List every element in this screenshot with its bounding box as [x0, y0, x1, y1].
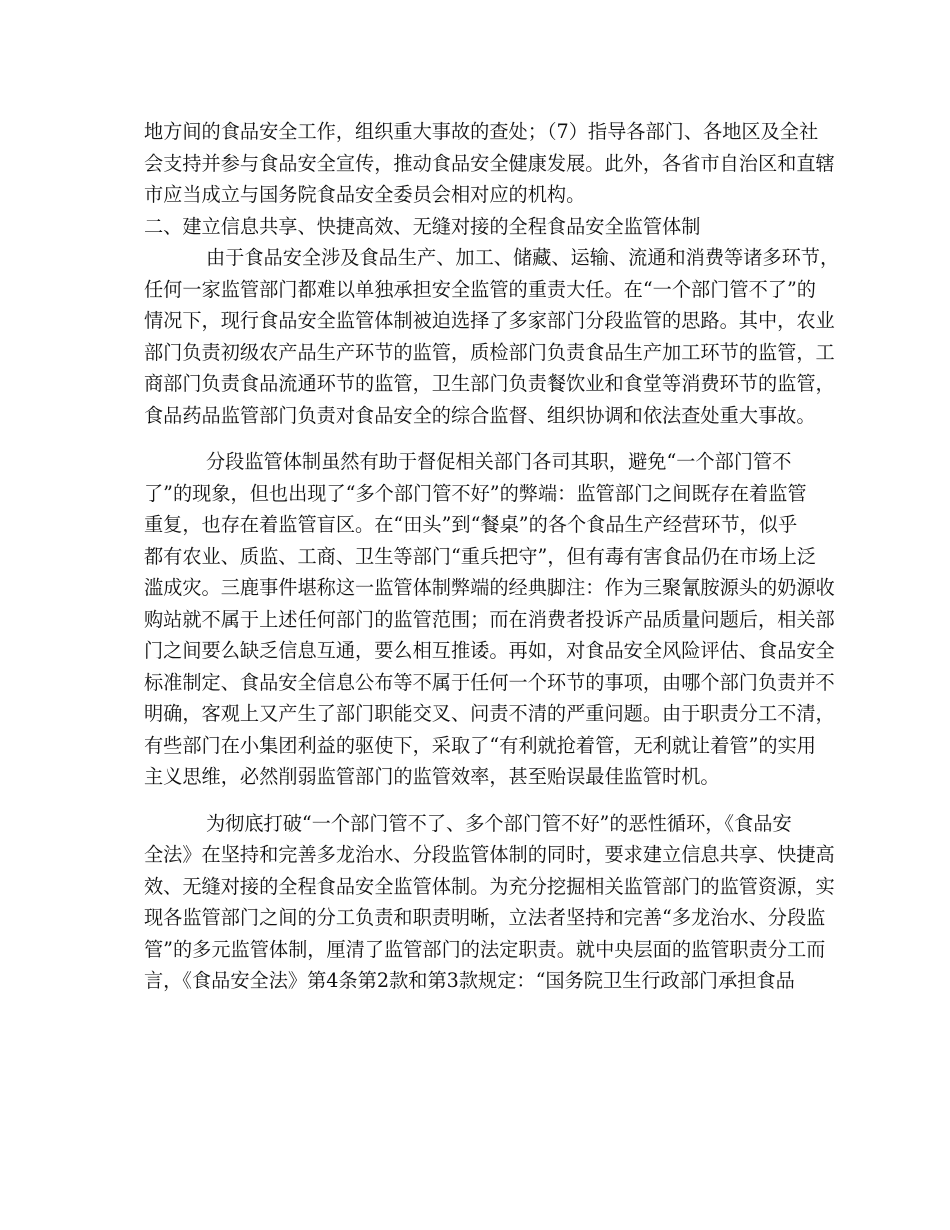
text-line: 情况下，现行食品安全监管体制被迫选择了多家部门分段监管的思路。其中，农业 — [144, 309, 835, 332]
text-line: 重复，也存在着监管盲区。在“田头”到“餐桌”的各个食品生产经营环节，似乎 — [144, 513, 798, 536]
text-line: 了”的现象，但也出现了“多个部门管不好”的弊端：监管部门之间既存在着监管 — [144, 481, 807, 505]
text-line: 有些部门在小集团利益的驱使下，采取了“有利就抢着管，无利就让着管”的实用 — [144, 733, 816, 757]
text-line: 滥成灾。三鹿事件堪称这一监管体制弊端的经典脚注：作为三聚氰胺源头的奶源收 — [144, 576, 835, 599]
paragraph-continuation — [144, 116, 835, 211]
text-line: 全法》在坚持和完善多龙治水、分段监管体制的同时，要求建立信息共享、快捷高 — [144, 843, 835, 866]
text-line: 部门负责初级农产品生产环节的监管，质检部门负责食品生产加工环节的监管，工 — [144, 340, 835, 364]
text-line: 都有农业、质监、工商、卫生等部门“重兵把守”，但有毒有害食品仍在市场上泛 — [144, 544, 816, 568]
paragraph-gap — [144, 431, 816, 446]
text-line: 为彻底打破“一个部门管不了、多个部门管不好”的恶性循环，《食品安 — [206, 811, 792, 835]
paragraph — [144, 446, 835, 793]
text-line: 由于食品安全涉及食品生产、加工、储藏、运输、流通和消费等诸多环节， — [206, 246, 840, 269]
heading-text: 二、建立信息共享、快捷高效、无缝对接的全程食品安全监管体制 — [144, 214, 701, 238]
text-line: 主义思维，必然削弱监管部门的监管效率，甚至贻误最佳监管时机。 — [144, 765, 720, 788]
text-line: 食品药品监管部门负责对食品安全的综合监督、组织协调和依法查处重大事故。 — [144, 403, 816, 427]
text-line: 会支持并参与食品安全宣传，推动食品安全健康发展。此外，各省市自治区和直辖 — [144, 151, 835, 175]
text-line: 分段监管体制虽然有助于督促相关部门各司其职，避免“一个部门管不 — [206, 450, 792, 473]
text-line: 标准制定、食品安全信息公布等不属于任何一个环节的事项，由哪个部门负责并不 — [144, 670, 835, 694]
text-line: 言，《食品安全法》第4条第2款和第3款规定：“国务院卫生行政部门承担食品 — [144, 969, 795, 992]
text-line: 明确，客观上又产生了部门职能交叉、问责不清的严重问题。由于职责分工不清， — [144, 702, 835, 725]
text-line: 购站就不属于上述任何部门的监管范围；而在消费者投诉产品质量问题后，相关部 — [144, 607, 835, 631]
text-line: 地方间的食品安全工作，组织重大事故的查处；（7）指导各部门、各地区及全社 — [144, 120, 819, 143]
text-line: 任何一家监管部门都难以单独承担安全监管的重责大任。在“一个部门管不了”的 — [144, 277, 816, 301]
paragraph-gap — [144, 793, 816, 808]
document-page — [144, 116, 840, 997]
paragraph — [144, 242, 840, 431]
text-line: 门之间要么缺乏信息互通，要么相互推诿。再如，对食品安全风险评估、食品安全 — [144, 639, 835, 662]
text-line: 现各监管部门之间的分工负责和职责明晰，立法者坚持和完善“多龙治水、分段监 — [144, 906, 826, 929]
section-heading — [144, 211, 816, 243]
text-line: 商部门负责食品流通环节的监管，卫生部门负责餐饮业和食堂等消费环节的监管， — [144, 372, 835, 395]
text-line: 管”的多元监管体制，厘清了监管部门的法定职责。就中央层面的监管职责分工而 — [144, 937, 826, 961]
paragraph — [144, 808, 835, 997]
text-line: 市应当成立与国务院食品安全委员会相对应的机构。 — [144, 183, 586, 206]
text-line: 效、无缝对接的全程食品安全监管体制。为充分挖掘相关监管部门的监管资源，实 — [144, 874, 835, 898]
